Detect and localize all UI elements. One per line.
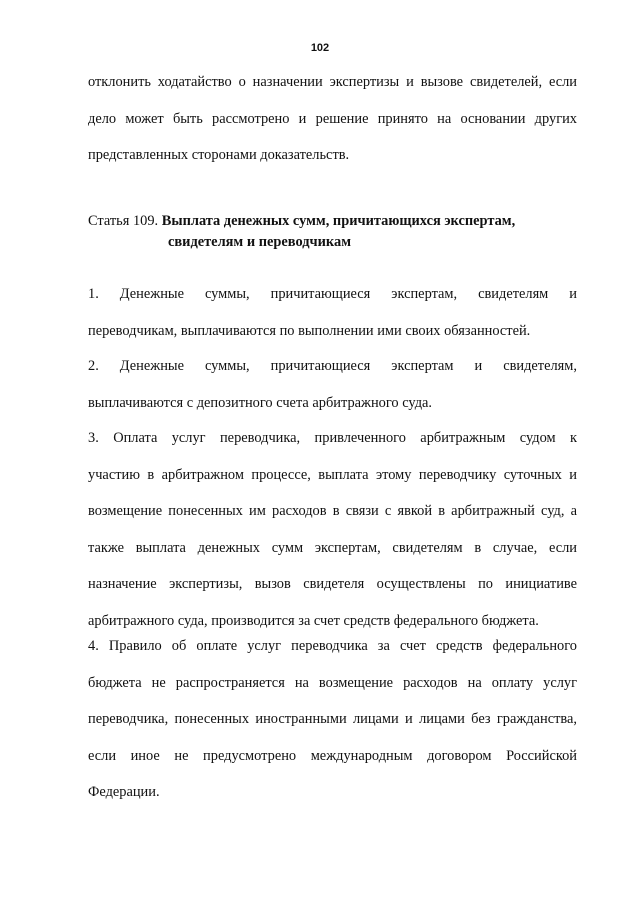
- page-number: 102: [310, 42, 330, 54]
- intro-paragraph: [88, 64, 577, 174]
- paragraph-line: переводчика, понесенных иностранными лицами и лицами без гражданства,: [88, 711, 577, 727]
- paragraph-line: бюджета не распространяется на возмещение расходов на оплату услуг: [88, 674, 577, 691]
- paragraph-2: [88, 348, 577, 421]
- paragraph-line: 2. Денежные суммы, причитающиеся экспертам и свидетелям,: [88, 358, 577, 374]
- article-title-line2: свидетелям и переводчикам: [168, 234, 352, 250]
- paragraph-line: если иное не предусмотрено международным договором Российской: [88, 747, 577, 764]
- article-heading: [88, 211, 577, 253]
- paragraph-line: 3. Оплата услуг переводчика, привлеченного арбитражным судом к: [88, 430, 577, 446]
- article-title-line1: Выплата денежных сумм, причитающихся экспертам,: [161, 213, 516, 229]
- paragraph-line: также выплата денежных сумм экспертам, свидетелям в случае, если: [88, 539, 577, 556]
- paragraph-line: переводчикам, выплачиваются по выполнении ими своих обязанностей.: [88, 322, 531, 339]
- paragraph-line: арбитражного суда, производится за счет средств федерального бюджета.: [88, 612, 539, 629]
- paragraph-1: [88, 276, 577, 349]
- article-number: Статья 109.: [88, 213, 159, 229]
- paragraph-line: 1. Денежные суммы, причитающиеся экспертам, свидетелям и: [88, 286, 577, 302]
- intro-line: отклонить ходатайство о назначении экспертизы и вызове свидетелей, если: [88, 74, 577, 90]
- paragraph-line: возмещение понесенных им расходов в связи с явкой в арбитражный суд, а: [88, 503, 577, 519]
- intro-line: дело может быть рассмотрено и решение принято на основании других: [88, 110, 577, 127]
- intro-line: представленных сторонами доказательств.: [88, 147, 350, 163]
- paragraph-line: участию в арбитражном процессе, выплата этому переводчику суточных и: [88, 466, 577, 483]
- paragraph-line: выплачиваются с депозитного счета арбитражного суда.: [88, 394, 433, 411]
- paragraph-line: назначение экспертизы, вызов свидетеля осуществлены по инициативе: [88, 576, 577, 592]
- paragraph-line: 4. Правило об оплате услуг переводчика за счет средств федерального: [88, 638, 577, 654]
- paragraph-4: [88, 628, 577, 811]
- paragraph-line: Федерации.: [88, 784, 160, 800]
- paragraph-3: [88, 420, 577, 639]
